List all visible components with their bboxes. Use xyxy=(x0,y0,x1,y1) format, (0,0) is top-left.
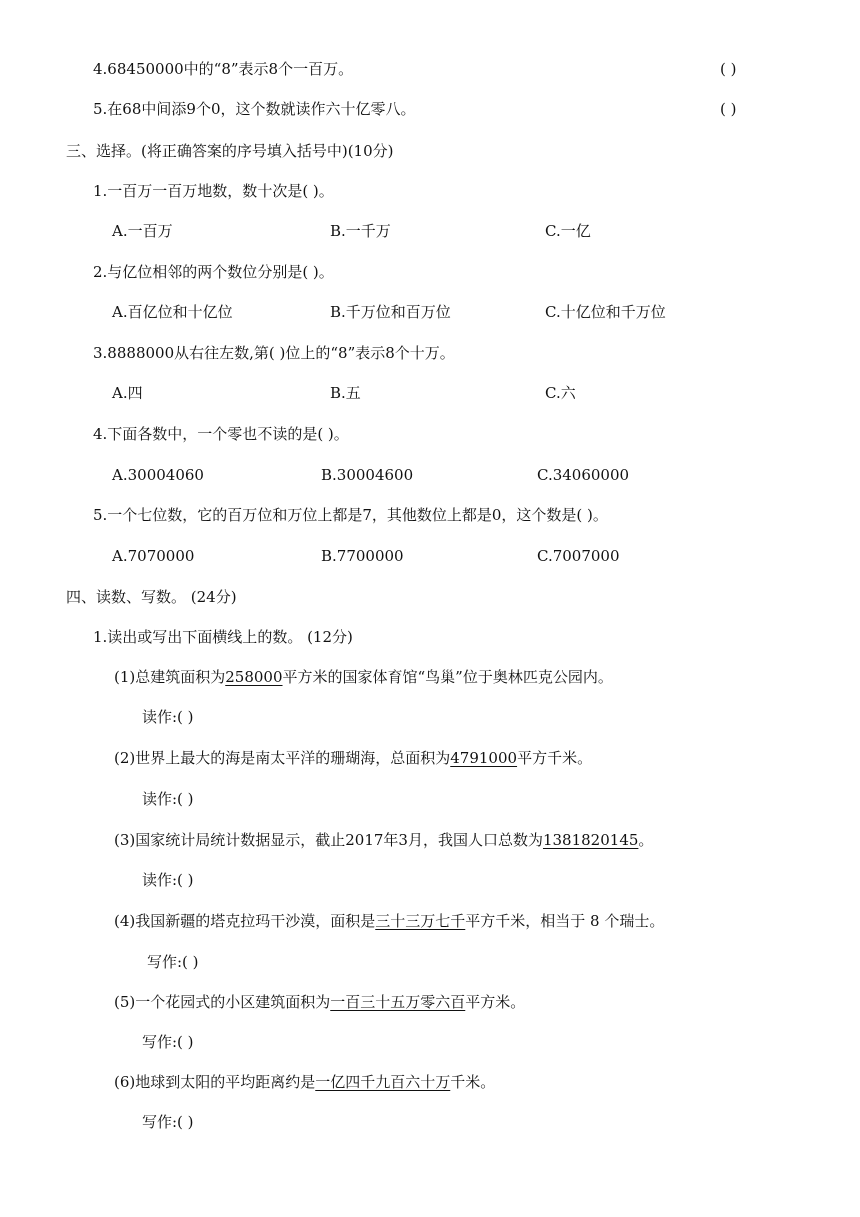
readwrite-item-1-answer: 读作:( ) xyxy=(142,708,194,726)
choice-question-2: 2.与亿位相邻的两个数位分别是( )。 xyxy=(93,263,334,281)
readwrite-item-4-text-post: 平方千米，相当于 8 个瑞士。 xyxy=(465,912,665,930)
readwrite-item-2-text-pre: (2)世界上最大的海是南太平洋的珊瑚海，总面积为 xyxy=(114,749,451,767)
choice-2-option-c: C.十亿位和千万位 xyxy=(545,303,666,321)
readwrite-item-2 xyxy=(114,748,592,768)
readwrite-item-5-text-pre: (5)一个花园式的小区建筑面积为 xyxy=(114,993,331,1011)
readwrite-item-4-text-pre: (4)我国新疆的塔克拉玛干沙漠，面积是 xyxy=(114,912,376,930)
section-choice-heading: 三、选择。(将正确答案的序号填入括号中)(10分) xyxy=(66,142,394,160)
readwrite-item-2-answer: 读作:( ) xyxy=(142,790,194,808)
choice-4-option-b: B.30004600 xyxy=(321,466,414,484)
choice-question-3: 3.8888000从右往左数,第( )位上的“8”表示8个十万。 xyxy=(93,344,455,362)
section-readwrite-heading: 四、读数、写数。 (24分) xyxy=(66,588,237,606)
choice-5-option-a: A.7070000 xyxy=(112,547,195,565)
readwrite-item-6-text-pre: (6)地球到太阳的平均距离约是 xyxy=(114,1073,316,1091)
readwrite-item-4-answer: 写作:( ) xyxy=(147,953,199,971)
judge-answer-paren-4: ( ) xyxy=(720,60,737,78)
readwrite-item-3-text-post: 。 xyxy=(638,831,654,849)
readwrite-item-3 xyxy=(114,830,653,850)
choice-1-option-b: B.一千万 xyxy=(330,222,391,240)
readwrite-item-6-answer: 写作:( ) xyxy=(142,1113,194,1131)
choice-5-option-b: B.7700000 xyxy=(321,547,404,565)
choice-question-4: 4.下面各数中，一个零也不读的是( )。 xyxy=(93,425,349,443)
readwrite-item-3-text-pre: (3)国家统计局统计数据显示，截止2017年3月，我国人口总数为 xyxy=(114,831,543,849)
readwrite-item-2-underlined-number: 4791000 xyxy=(450,749,518,767)
judge-question-4: 4.68450000中的“8”表示8个一百万。 xyxy=(93,60,354,78)
readwrite-item-1-underlined-number: 258000 xyxy=(225,668,283,686)
readwrite-item-4 xyxy=(114,911,664,931)
readwrite-item-1 xyxy=(114,667,613,687)
readwrite-item-4-underlined-number: 三十三万七千 xyxy=(375,912,466,930)
choice-3-option-a: A.四 xyxy=(112,384,143,402)
choice-1-option-c: C.一亿 xyxy=(545,222,591,240)
choice-4-option-c: C.34060000 xyxy=(537,466,630,484)
readwrite-subheading: 1.读出或写出下面横线上的数。 (12分) xyxy=(93,628,353,646)
readwrite-item-5-underlined-number: 一百三十五万零六百 xyxy=(330,993,466,1011)
choice-2-option-a: A.百亿位和十亿位 xyxy=(112,303,233,321)
readwrite-item-5-text-post: 平方米。 xyxy=(465,993,526,1011)
readwrite-item-6-underlined-number: 一亿四千九百六十万 xyxy=(315,1073,451,1091)
choice-question-1: 1.一百万一百万地数，数十次是( )。 xyxy=(93,182,334,200)
choice-question-5: 5.一个七位数，它的百万位和万位上都是7，其他数位上都是0，这个数是( )。 xyxy=(93,506,608,524)
choice-5-option-c: C.7007000 xyxy=(537,547,620,565)
judge-answer-paren-5: ( ) xyxy=(720,100,737,118)
choice-2-option-b: B.千万位和百万位 xyxy=(330,303,451,321)
readwrite-item-1-text-pre: (1)总建筑面积为 xyxy=(114,668,226,686)
readwrite-item-6 xyxy=(114,1072,495,1092)
readwrite-item-5 xyxy=(114,992,525,1012)
readwrite-item-1-text-post: 平方米的国家体育馆“鸟巢”位于奥林匹克公园内。 xyxy=(282,668,613,686)
readwrite-item-5-answer: 写作:( ) xyxy=(142,1033,194,1051)
choice-3-option-b: B.五 xyxy=(330,384,361,402)
choice-1-option-a: A.一百万 xyxy=(112,222,173,240)
judge-question-5: 5.在68中间添9个0，这个数就读作六十亿零八。 xyxy=(93,100,416,118)
choice-4-option-a: A.30004060 xyxy=(112,466,204,484)
readwrite-item-6-text-post: 千米。 xyxy=(450,1073,496,1091)
readwrite-item-3-answer: 读作:( ) xyxy=(142,871,194,889)
readwrite-item-3-underlined-number: 1381820145 xyxy=(542,831,639,849)
choice-3-option-c: C.六 xyxy=(545,384,576,402)
readwrite-item-2-text-post: 平方千米。 xyxy=(517,749,593,767)
